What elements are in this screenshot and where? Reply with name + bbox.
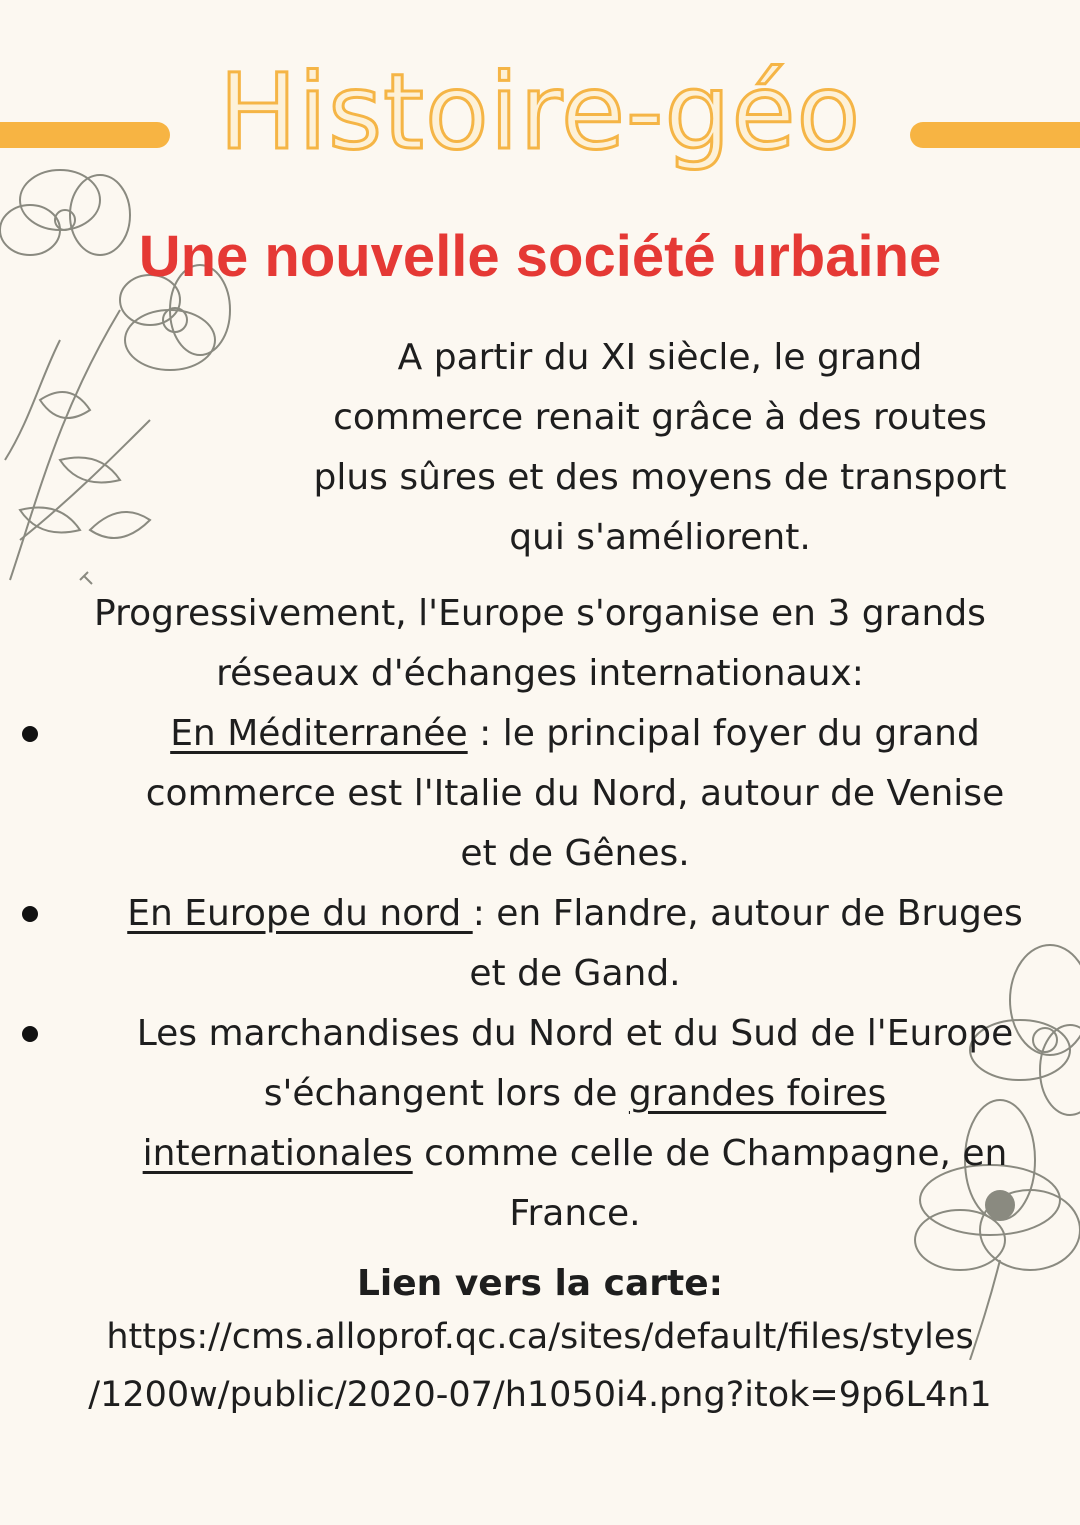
list-item-line: et de Gand. bbox=[469, 953, 681, 994]
underlined-term: grandes foires bbox=[628, 1073, 887, 1114]
list-item bbox=[0, 704, 1080, 884]
list-item-line bbox=[70, 1064, 1080, 1124]
list-item-line: et de Gênes. bbox=[460, 833, 690, 874]
separator: : bbox=[467, 713, 503, 754]
list-item-line: commerce est l'Italie du Nord, autour de Venise bbox=[145, 773, 1005, 814]
list-item bbox=[0, 1004, 1080, 1244]
list-item-line-text: le principal foyer du grand bbox=[502, 713, 980, 754]
list-item-heading: En Europe du nord bbox=[127, 893, 473, 934]
intro-line: plus sûres et des moyens de transport bbox=[313, 457, 1007, 498]
intro-paragraph bbox=[265, 328, 1055, 568]
list-item bbox=[0, 884, 1080, 1004]
list-item-line bbox=[70, 1124, 1080, 1184]
intro-line: qui s'améliorent. bbox=[509, 517, 811, 558]
link-label: Lien vers la carte: bbox=[356, 1263, 724, 1304]
list-item-line-text: en Flandre, autour de Bruges bbox=[496, 893, 1023, 934]
intro-line: commerce renait grâce à des routes bbox=[333, 397, 987, 438]
list-item-line-text: s'échangent lors de bbox=[263, 1073, 629, 1114]
underlined-term: internationales bbox=[142, 1133, 413, 1174]
progress-line: Progressivement, l'Europe s'organise en 3 grands bbox=[94, 593, 986, 634]
progress-paragraph bbox=[20, 584, 1060, 704]
list-item-line: Les marchandises du Nord et du Sud de l'Europe bbox=[136, 1013, 1014, 1054]
page-subtitle: Une nouvelle société urbaine bbox=[138, 224, 942, 289]
bullet-dot bbox=[22, 906, 38, 922]
progress-line: réseaux d'échanges internationaux: bbox=[216, 653, 864, 694]
list-item-line bbox=[70, 884, 1080, 944]
page-title: Histoire-géo bbox=[218, 51, 862, 173]
bullet-dot bbox=[22, 726, 38, 742]
list-item-heading: En Méditerranée bbox=[170, 713, 468, 754]
list-item-text bbox=[70, 884, 1080, 1004]
intro-line: A partir du XI siècle, le grand bbox=[397, 337, 923, 378]
map-link-line[interactable]: https://cms.alloprof.qc.ca/sites/default/files/styles bbox=[106, 1317, 974, 1357]
list-item-line bbox=[70, 704, 1080, 764]
bullet-list bbox=[0, 704, 1080, 1244]
separator: : bbox=[472, 893, 497, 934]
list-item-text bbox=[70, 1004, 1080, 1244]
list-item-line-text: comme celle de Champagne, en bbox=[412, 1133, 1008, 1174]
map-link[interactable] bbox=[0, 1308, 1080, 1424]
list-item-text bbox=[70, 704, 1080, 884]
list-item-line: France. bbox=[509, 1193, 641, 1234]
map-link-line[interactable]: /1200w/public/2020-07/h1050i4.png?itok=9p6L4n1 bbox=[88, 1375, 992, 1415]
bullet-dot bbox=[22, 1026, 38, 1042]
